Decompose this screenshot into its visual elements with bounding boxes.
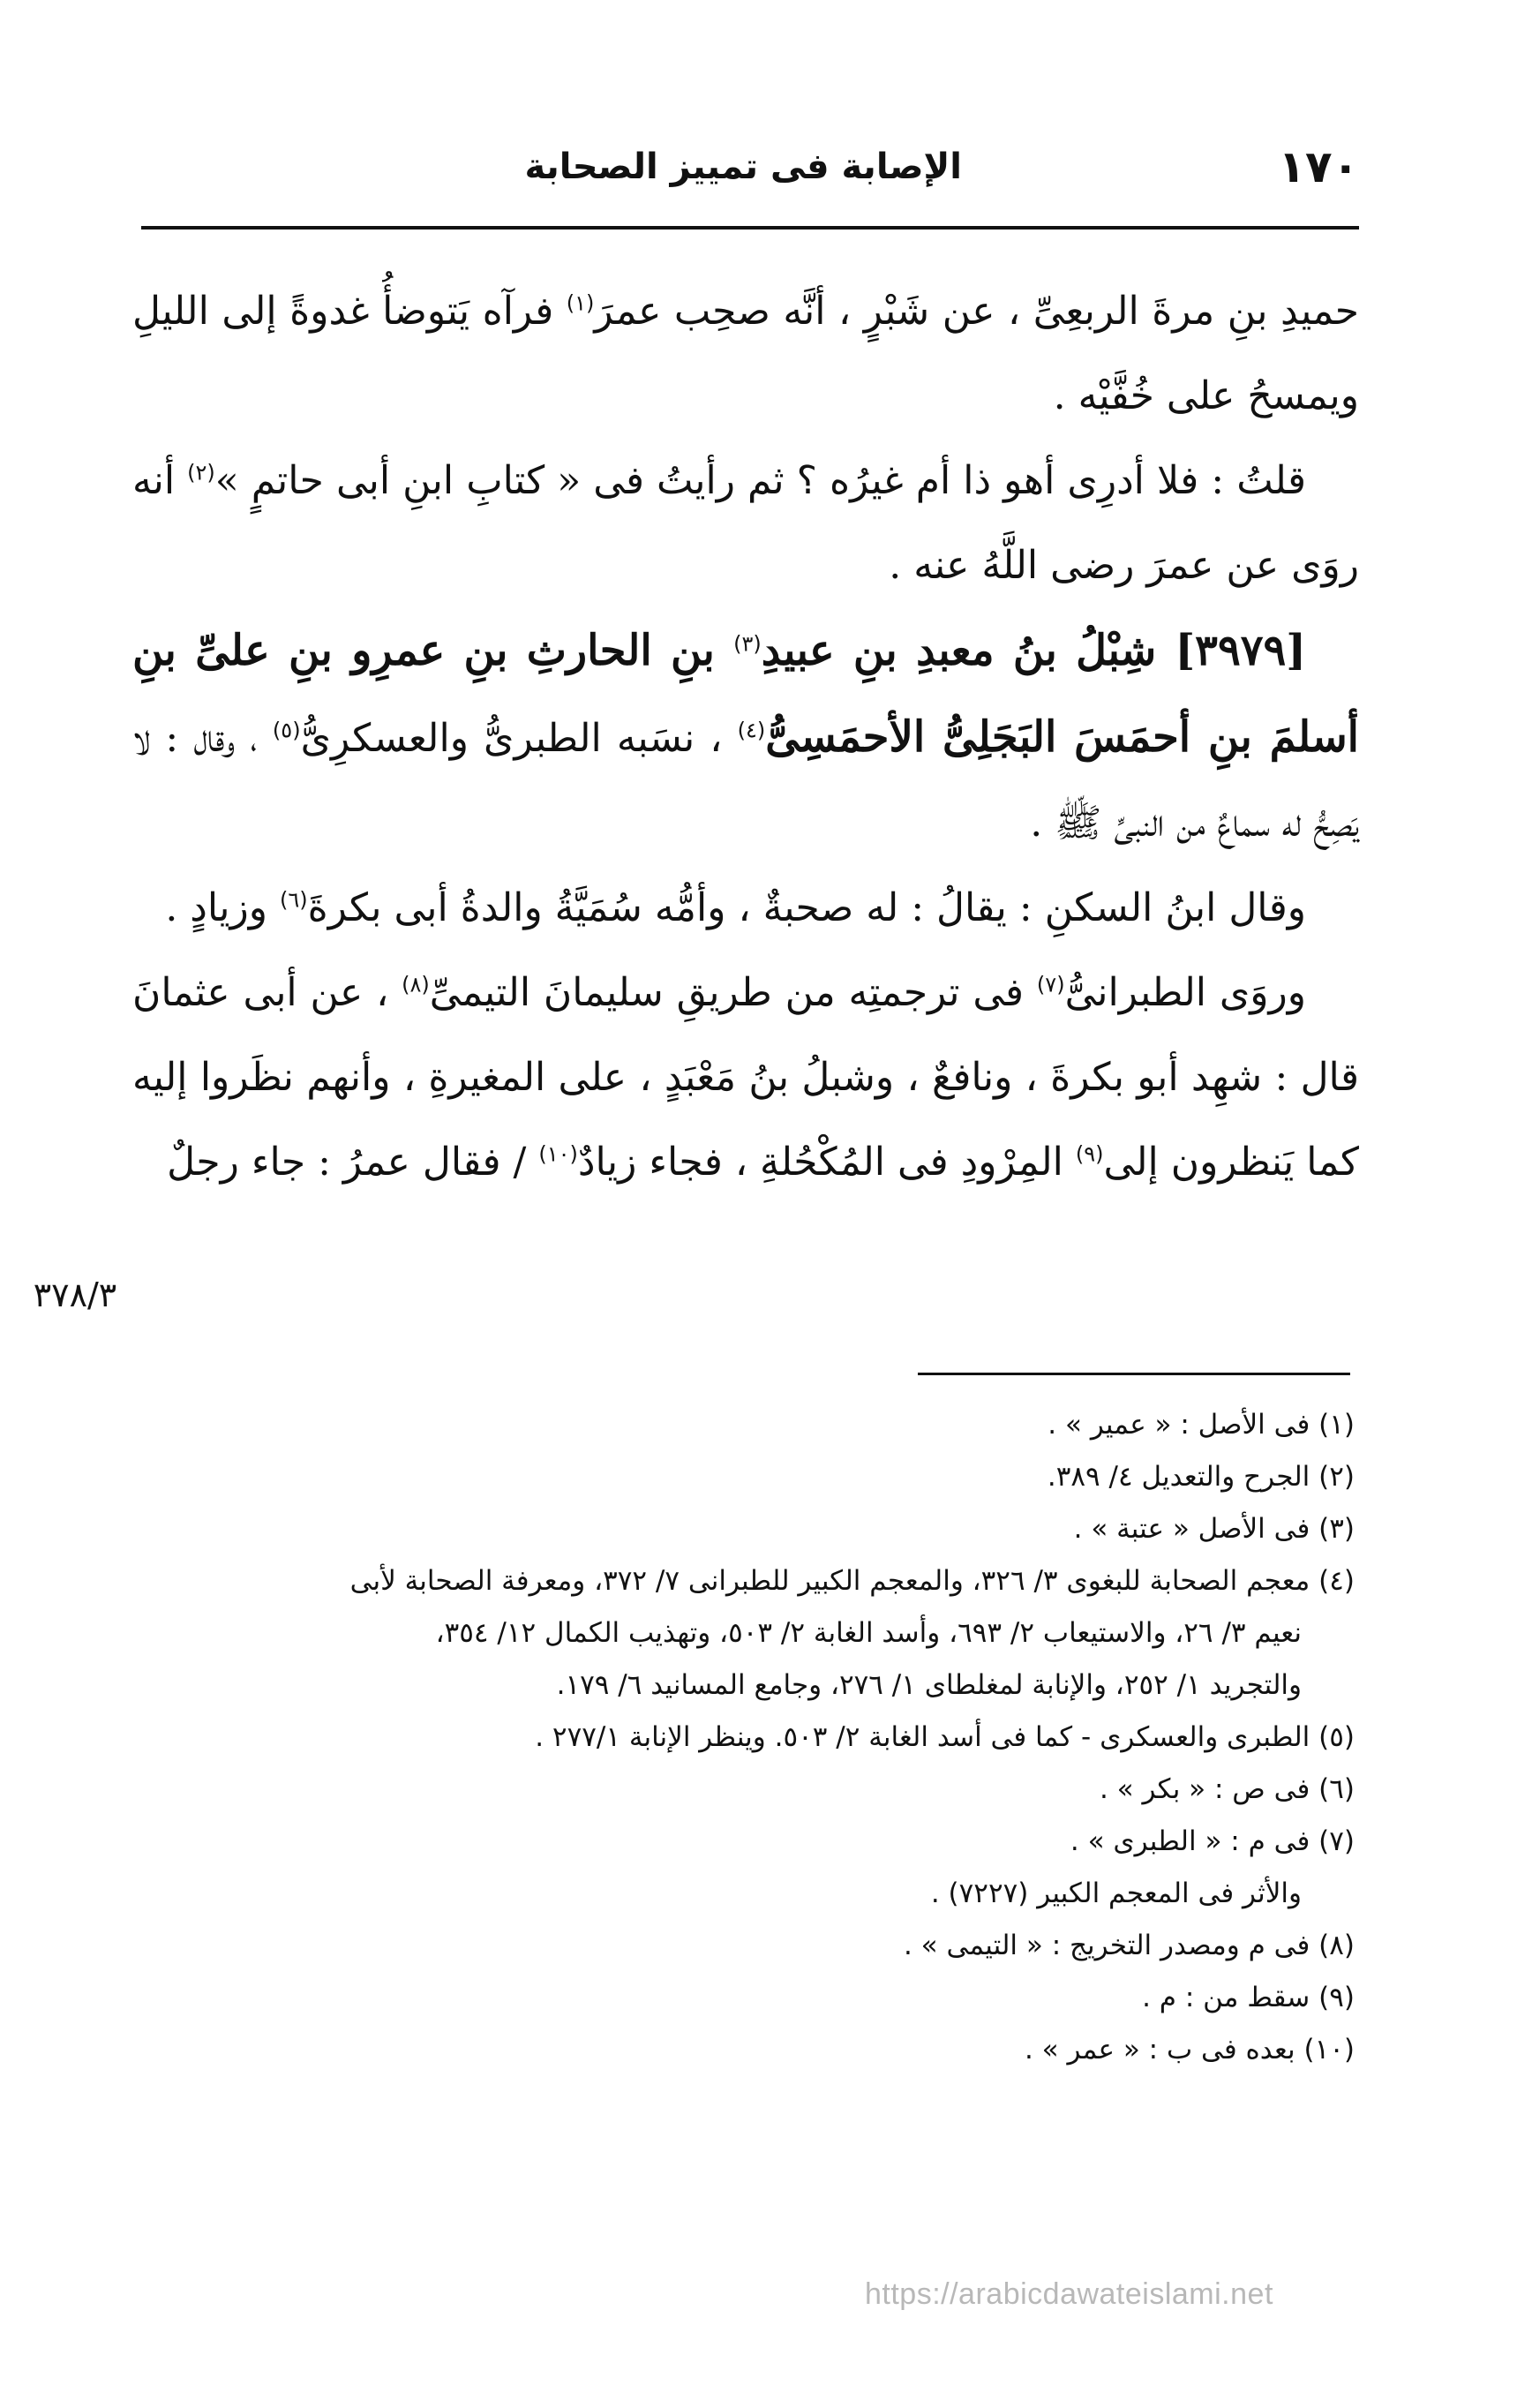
footnote-ref: (١٠) [538,1141,578,1167]
footnote-separator [918,1373,1350,1375]
footnote-10: (١٠) بعده فى ب : « عمر » . [1024,2034,1355,2066]
main-text [132,269,1359,1205]
footnote-ref: (٤) [737,718,766,743]
paragraph-1 [132,269,1359,439]
text-run: وزيادٍ . [165,885,281,930]
footnotes [265,1399,1355,2076]
footnote-8: (٨) فى م ومصدر التخريج : « التيمى » . [903,1930,1355,1961]
footnote-4-cont: والتجريد ١/ ٢٥٢، والإنابة لمغلطاى ١/ ٢٧٦، وجامع المسانيد ٦/ ١٧٩. [556,1669,1302,1701]
footnote-2: (٢) الجرح والتعديل ٤/ ٣٨٩. [1047,1461,1355,1493]
text-run: وروَى الطبرانىُّ [1064,970,1306,1015]
text-run: قلتُ : فلا أدرِى أهو ذا أم غيرُه ؟ ثم رأيتُ فى « كتابِ ابنِ أبى حاتمٍ » [214,458,1306,503]
entry-heading: بنِ الحارثِ بنِ عمرِو بنِ علىِّ بنِ أسلمَ بنِ أحمَسَ البَجَلِىُّ الأحمَسِىُّ [132,626,1359,762]
running-title: الإصابة فى تمييز الصحابة [524,147,962,187]
text-run: أنه روَى عن عمرَ رضى اللَّهُ عنه . [132,458,1359,588]
entry-heading: [٣٩٧٩] شِبْلُ بنُ معبدِ بنِ عبيدِ [761,626,1306,675]
footnote-ref: (٨) [402,972,430,997]
footnote-7: (٧) فى م : « الطبرى » . [1070,1825,1355,1857]
footnote-7-cont: والأثر فى المعجم الكبير (٧٢٢٧) . [930,1877,1302,1909]
margin-volume-page-note: ٣٧٨/٣ [33,1275,117,1314]
header-rule [141,226,1359,230]
text-run: فى ترجمتِه من طريقِ سليمانَ التيمىِّ [429,970,1037,1015]
footnote-3: (٣) فى الأصل « عتبة » . [1073,1513,1355,1545]
text-run: ، نسَبه الطبرىُّ والعسكرِىُّ [300,716,738,761]
footnote-5: (٥) الطبرى والعسكرى - كما فى أسد الغابة ٢/ ٥٠٣. وينظر الإنابة ٢٧٧/١ . [535,1721,1355,1753]
paragraph-4 [132,866,1359,951]
paragraph-2 [132,439,1359,608]
footnote-ref: (٥) [272,718,301,743]
text-run: حميدِ بنِ مرةَ الربعِىِّ ، عن شَبْرٍ ، أنَّه صحِب عمرَ [594,289,1359,334]
text-run: المِرْودِ فى المُكْحُلةِ ، فجاء زيادٌ [577,1140,1076,1185]
text-run: وقال ابنُ السكنِ : يقالُ : له صحبةٌ ، وأمُّه سُمَيَّةُ والدةُ أبى بكرةَ [307,885,1306,930]
footnote-ref: (٣) [733,631,762,657]
text-run: ، عن أبى عثمانَ قال : شهِد أبو بكرةَ ، ونافعٌ ، وشبلُ بنُ مَعْبَدٍ ، على المغيرةِ ، وأنهم نظَروا إليه كما يَنظرون إلى [132,970,1359,1185]
footnote-ref: (٩) [1075,1141,1104,1167]
footnote-4-cont: نعيم ٣/ ٢٦، والاستيعاب ٢/ ٦٩٣، وأسد الغابة ٢/ ٥٠٣، وتهذيب الكمال ١٢/ ٣٥٤، [435,1617,1302,1649]
page-number: ١٧٠ [1278,141,1359,192]
footnote-4: (٤) معجم الصحابة للبغوى ٣/ ٣٢٦، والمعجم الكبير للطبرانى ٧/ ٣٧٢، ومعرفة الصحابة لأبى [349,1565,1355,1597]
footnote-ref: (٢) [187,460,215,485]
watermark-url: https://arabicdawateislami.net [865,2277,1273,2311]
text-run: / فقال عمرُ : جاء رجلٌ [167,1140,539,1185]
footnote-9: (٩) سقط من : م . [1142,1982,1355,2013]
footnote-1: (١) فى الأصل : « عمير » . [1048,1409,1355,1441]
entry-3979 [132,608,1359,866]
page-header [141,141,1359,203]
footnote-6: (٦) فى ص : « بكر » . [1099,1773,1355,1805]
text-run: ، وقال : لا يَصِحُّ له سماعٌ من النبىِّ ﷺ . [132,716,1359,846]
footnote-ref: (٦) [280,887,308,913]
text-run: فرآه يَتوضأُ غدوةً إلى الليلِ ويمسحُ على خُفَّيْه . [132,289,1359,418]
footnote-ref: (٧) [1036,972,1065,997]
footnote-ref: (١) [566,290,595,316]
paragraph-5 [132,951,1359,1205]
